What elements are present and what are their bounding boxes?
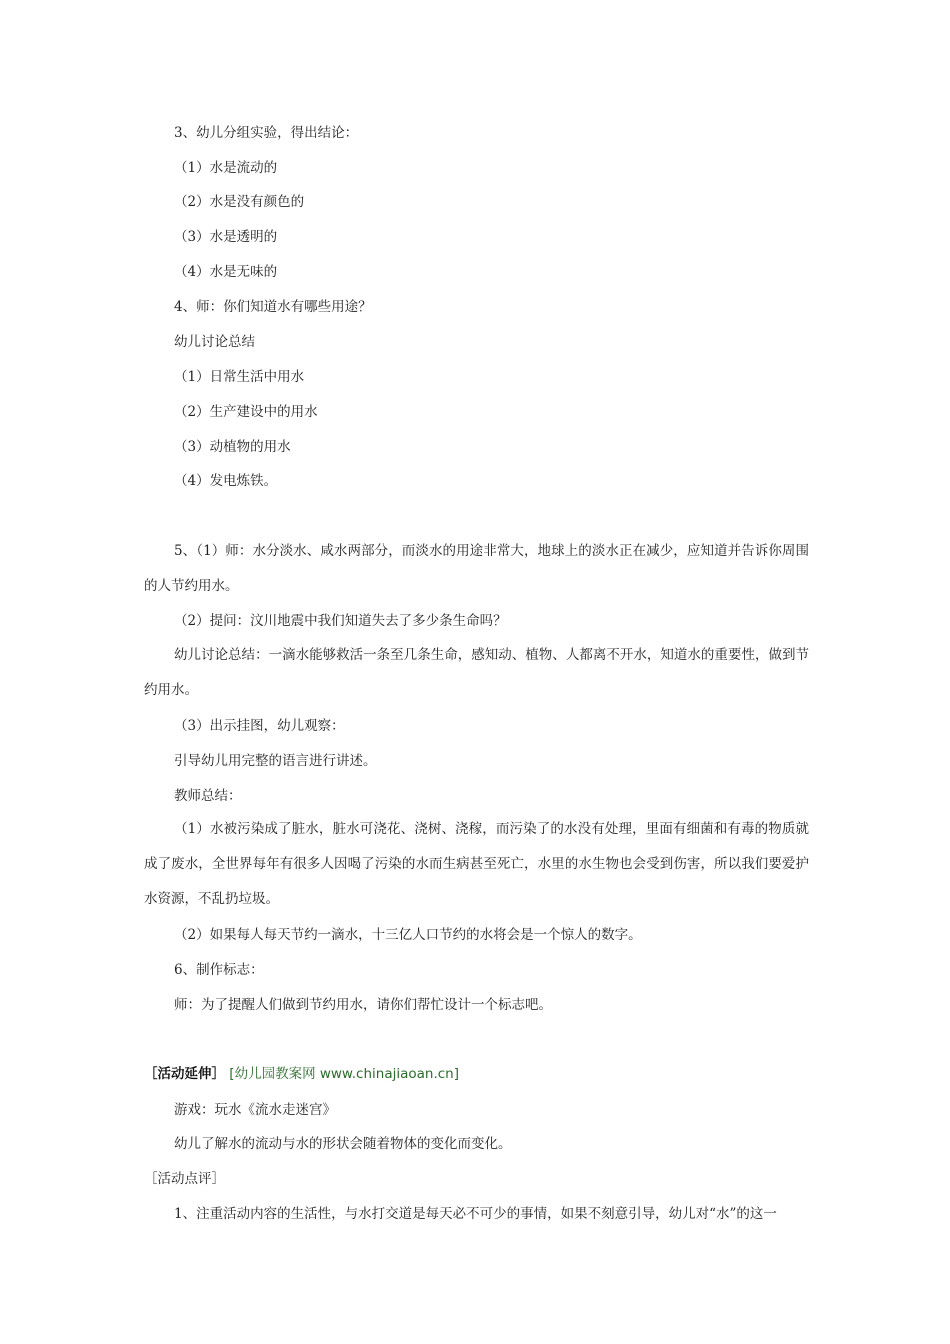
section5-paragraph-3: 幼儿讨论总结：一滴水能够救活一条至几条生命，感知动、植物、人都离不开水，知道水的重要性，做到节约用水。	[144, 647, 809, 698]
section5-paragraph-5: 引导幼儿用完整的语言进行讲述。	[174, 753, 377, 769]
section6-heading: 6、制作标志：	[174, 962, 264, 978]
list-item: （4）水是无味的	[174, 264, 278, 280]
extension-description: 幼儿了解水的流动与水的形状会随着物体的变化而变化。	[174, 1136, 512, 1152]
extension-heading	[144, 1065, 459, 1083]
list-item: （4）发电炼铁。	[174, 473, 278, 489]
section5-paragraph-7: （1）水被污染成了脏水，脏水可浇花、浇树、浇稼，而污染了的水没有处理，里面有细菌和有毒的物质就成了废水，全世界每年有很多人因喝了污染的水而生病甚至死亡，水里的水生物也会受到伤害，所以我们要爱护水资源，不乱扔垃圾。	[144, 821, 809, 907]
review-paragraph-1: 1、注重活动内容的生活性，与水打交道是每天必不可少的事情，如果不刻意引导，幼儿对“水”的这一	[174, 1206, 777, 1222]
section4-heading: 4、师：你们知道水有哪些用途？	[174, 299, 372, 315]
list-item: （1）日常生活中用水	[174, 369, 305, 385]
list-item: （2）水是没有颜色的	[174, 194, 305, 210]
list-item: （3）水是透明的	[174, 229, 278, 245]
section5-paragraph-4: （3）出示挂图，幼儿观察：	[174, 718, 345, 734]
section5-paragraph-2: （2）提问：汶川地震中我们知道失去了多少条生命吗？	[174, 613, 507, 629]
list-item: （3）动植物的用水	[174, 439, 291, 455]
section5-paragraph-6: 教师总结：	[174, 788, 242, 804]
extension-game: 游戏：玩水《流水走迷宫》	[174, 1102, 336, 1118]
source-link[interactable]: [幼儿园教案网 www.chinajiaoan.cn]	[229, 1066, 459, 1082]
section5-paragraph-1: 5、（1）师：水分淡水、咸水两部分，而淡水的用途非常大，地球上的淡水正在减少，应知道并告诉你周围的人节约用水。	[144, 543, 809, 594]
section6-text: 师：为了提醒人们做到节约用水，请你们帮忙设计一个标志吧。	[174, 997, 552, 1013]
list-item: （2）生产建设中的用水	[174, 404, 318, 420]
review-label: ［活动点评］	[144, 1171, 225, 1187]
list-item: （1）水是流动的	[174, 160, 278, 176]
extension-label: ［活动延伸］	[144, 1066, 225, 1082]
section4-summary: 幼儿讨论总结	[174, 334, 255, 350]
section5-paragraph-8: （2）如果每人每天节约一滴水，十三亿人口节约的水将会是一个惊人的数字。	[174, 927, 642, 943]
section3-heading: 3、幼儿分组实验，得出结论：	[174, 125, 359, 141]
